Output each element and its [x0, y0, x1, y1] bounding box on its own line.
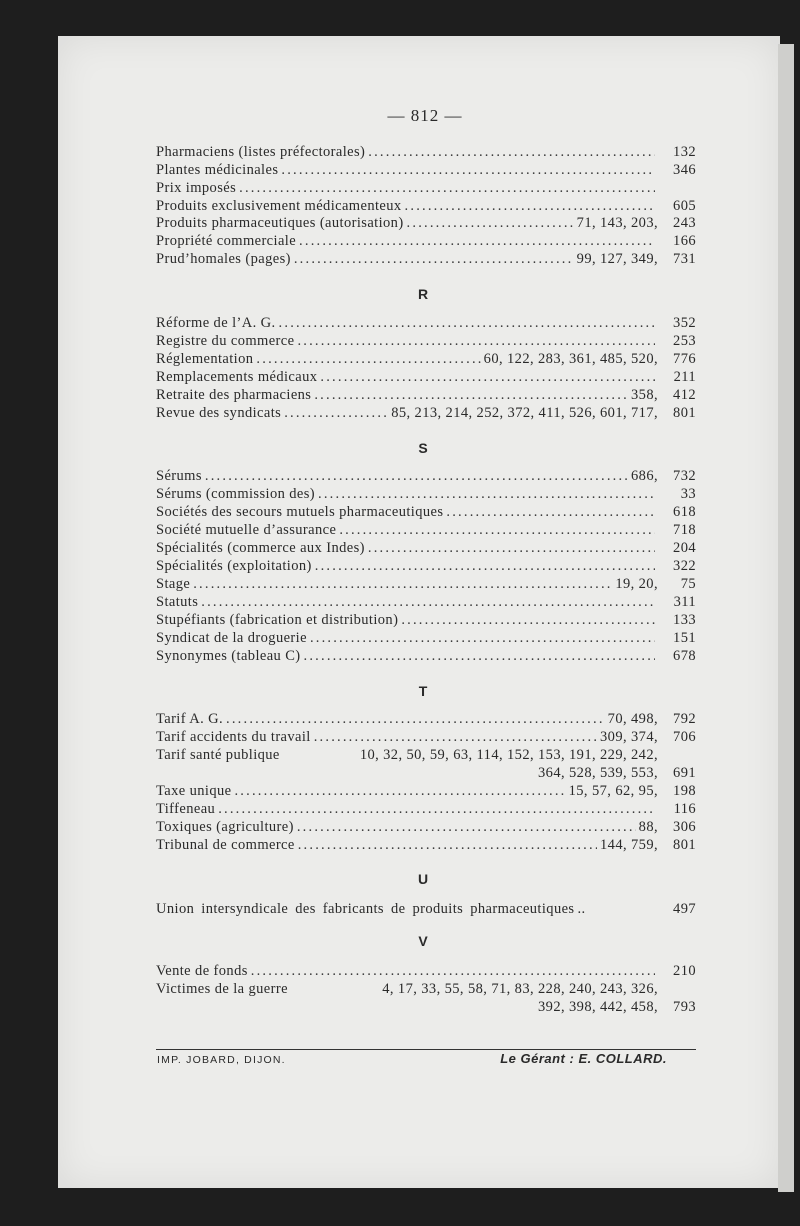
index-entry: Syndicat de la droguerie ..... 151	[156, 629, 696, 647]
index-entry: Sérums ..... 686, 732	[156, 467, 696, 485]
index-entry: Tribunal de commerce ..... 144, 759, 801	[156, 836, 696, 854]
printer-credit: IMP. JOBARD, DIJON.	[157, 1054, 286, 1066]
index-entry: Spécialités (exploitation) ..... 322	[156, 557, 696, 575]
index-entry: Réforme de l’A. G. ..... 352	[156, 314, 696, 332]
index-entry-continuation: 364, 528, 539, 553, 691	[538, 765, 696, 781]
index-entry: Tarif santé publique 10, 32, 50, 59, 63, 114, 152, 153, 191, 229, 242,	[156, 747, 658, 763]
index-entry: Tarif A. G. ..... 70, 498, 792	[156, 710, 696, 728]
index-entry: Plantes médicinales ..... 346	[156, 161, 696, 179]
index-entry: Sociétés des secours mutuels pharmaceutiques ..... 618	[156, 503, 696, 521]
index-entry: Toxiques (agriculture) ..... 88, 306	[156, 818, 696, 836]
index-entry: Tiffeneau ..... 116	[156, 800, 696, 818]
index-entry: Produits pharmaceutiques (autorisation) ..... 71, 143, 203, 243	[156, 214, 696, 232]
index-entry: Retraite des pharmaciens ..... 358, 412	[156, 386, 696, 404]
manager-credit: Le Gérant : E. COLLARD.	[500, 1051, 667, 1066]
index-entry: Statuts ..... 311	[156, 593, 696, 611]
section-letter-s: S	[418, 440, 428, 456]
index-entry: Remplacements médicaux ..... 211	[156, 368, 696, 386]
index-entry-continuation: 392, 398, 442, 458, 793	[538, 999, 696, 1015]
section-letter-v: V	[418, 933, 428, 949]
section-letter-u: U	[417, 871, 429, 887]
index-entry: Prix imposés .....	[156, 179, 696, 197]
index-entry: Propriété commerciale ..... 166	[156, 232, 696, 250]
index-entry: Revue des syndicats ..... 85, 213, 214, 252, 372, 411, 526, 601, 717, 801	[156, 404, 696, 422]
index-entry: Société mutuelle d’assurance ..... 718	[156, 521, 696, 539]
index-entry: Sérums (commission des) ..... 33	[156, 485, 696, 503]
index-entry: Pharmaciens (listes préfectorales) ..... 132	[156, 143, 696, 161]
index-entry: Stage ..... 19, 20, 75	[156, 575, 696, 593]
index-entry: Tarif accidents du travail ..... 309, 374, 706	[156, 728, 696, 746]
index-entry: Synonymes (tableau C) ..... 678	[156, 647, 696, 665]
index-entry: Prud’homales (pages) ..... 99, 127, 349, 731	[156, 250, 696, 268]
section-letter-r: R	[417, 286, 429, 302]
page-number: — 812 —	[387, 106, 463, 125]
index-entry: Registre du commerce ..... 253	[156, 332, 696, 350]
index-entry: Taxe unique ..... 15, 57, 62, 95, 198	[156, 782, 696, 800]
index-entry: Réglementation ..... 60, 122, 283, 361, 485, 520, 776	[156, 350, 696, 368]
index-entry: Victimes de la guerre 4, 17, 33, 55, 58, 71, 83, 228, 240, 243, 326,	[156, 981, 658, 997]
footer-rule	[156, 1049, 696, 1050]
section-letter-t: T	[418, 683, 428, 699]
index-entry: Vente de fonds ..... 210	[156, 962, 696, 980]
index-entry: Union intersyndicale des fabricants de produits pharmaceutiques .. 497	[156, 901, 696, 917]
index-entry: Stupéfiants (fabrication et distribution) ..... 133	[156, 611, 696, 629]
index-entry: Produits exclusivement médicamenteux ..... 605	[156, 197, 696, 215]
index-entry: Spécialités (commerce aux Indes) ..... 204	[156, 539, 696, 557]
